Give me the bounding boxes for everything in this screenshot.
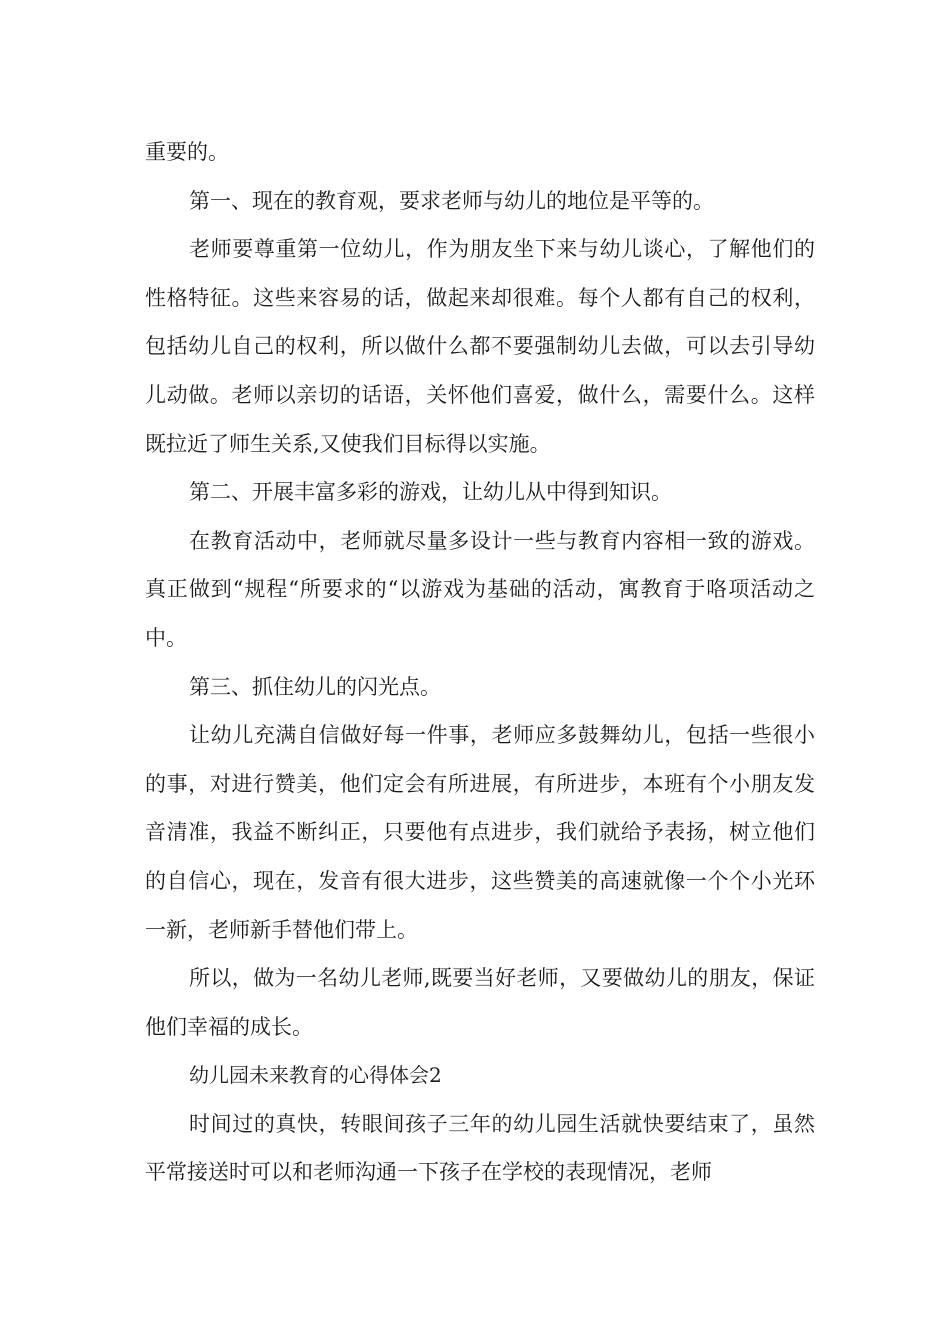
paragraph-confidence: 让幼儿充满自信做好每一件事，老师应多鼓舞幼儿，包括一些很小的事，对进行赞美，他们定会有所进展，有所进步，本班有个小朋友发音清准，我益不断纠正，只要他有点进步，我们就给予表扬，树立他们的自信心，现在，发音有很大进步，这些赞美的高速就像一个个小光环一新，老师新手替他们带上。: [145, 723, 815, 942]
section-heading: 幼儿园未来教育的心得体会2: [189, 1063, 442, 1088]
paragraph-continuation: 重要的。: [145, 140, 229, 164]
paragraph-point-one: 第一、现在的教育观，要求老师与幼儿的地位是平等的。: [189, 188, 714, 213]
paragraph-point-three: 第三、抓住幼儿的闪光点。: [189, 674, 441, 699]
paragraph-games: 在教育活动中，老师就尽量多设计一些与教育内容相一致的游戏。真正做到“规程“所要求的“以游戏为基础的活动，寓教育于咯项活动之中。: [145, 528, 815, 650]
paragraph-time-passes: 时间过的真快，转眼间孩子三年的幼儿园生活就快要结束了，虽然平常接送时可以和老师沟通一下孩子在学校的表现情况，老师: [145, 1111, 815, 1185]
paragraph-respect: 老师要尊重第一位幼儿，作为朋友坐下来与幼儿谈心，了解他们的性格特征。这些来容易的话，做起来却很难。每个人都有自己的权利，包括幼儿自己的权利，所以做什么都不要强制幼儿去做，可以去引导幼儿动做。老师以亲切的话语，关怀他们喜爱，做什么，需要什么。这样既拉近了师生关系,又使我们目标得以实施。: [145, 237, 815, 456]
paragraph-conclusion: 所以，做为一名幼儿老师,既要当好老师，又要做幼儿的朋友，保证他们幸福的成长。: [145, 966, 815, 1039]
document-body: [145, 128, 815, 1197]
paragraph-point-two: 第二、开展丰富多彩的游戏，让幼儿从中得到知识。: [189, 480, 672, 505]
